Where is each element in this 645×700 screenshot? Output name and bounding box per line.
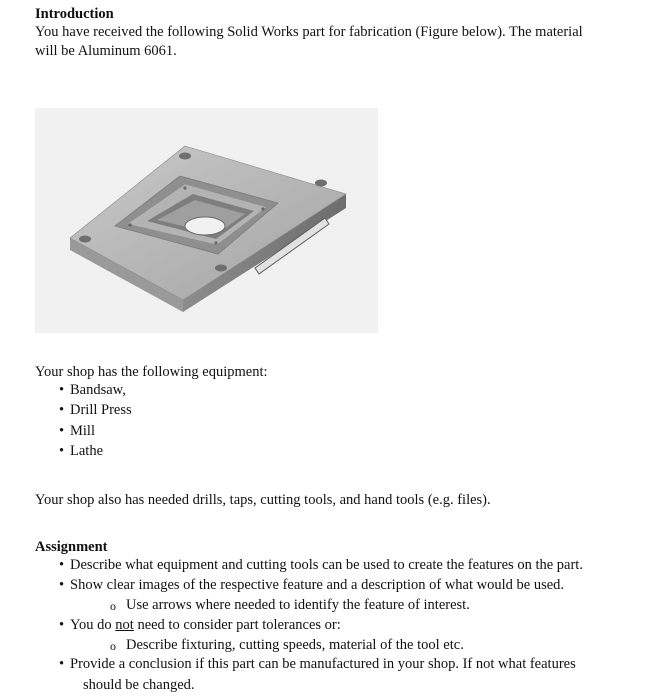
part-figure xyxy=(35,108,378,333)
bullet-icon: • xyxy=(59,443,65,459)
bullet-icon: • xyxy=(59,557,65,573)
intro-heading: Introduction xyxy=(35,6,114,22)
bullet-icon: • xyxy=(59,617,65,633)
intro-line-2: will be Aluminum 6061. xyxy=(35,43,177,59)
bullet-icon: • xyxy=(59,382,65,398)
bullet-icon: • xyxy=(59,577,65,593)
circle-bullet-icon: o xyxy=(110,599,116,613)
assignment-item-continuation: should be changed. xyxy=(83,677,195,693)
assignment-heading: Assignment xyxy=(35,539,108,555)
part-render-image xyxy=(35,108,378,333)
bullet-icon: • xyxy=(59,656,65,672)
emphasis-not: not xyxy=(115,617,134,633)
circle-bullet-icon: o xyxy=(110,639,116,653)
equipment-intro: Your shop has the following equipment: xyxy=(35,364,268,380)
intro-line-1: You have received the following Solid Works part for fabrication (Figure below). The material xyxy=(35,24,583,40)
tools-line: Your shop also has needed drills, taps, cutting tools, and hand tools (e.g. files). xyxy=(35,492,491,508)
bullet-icon: • xyxy=(59,402,65,418)
bullet-icon: • xyxy=(59,423,65,439)
